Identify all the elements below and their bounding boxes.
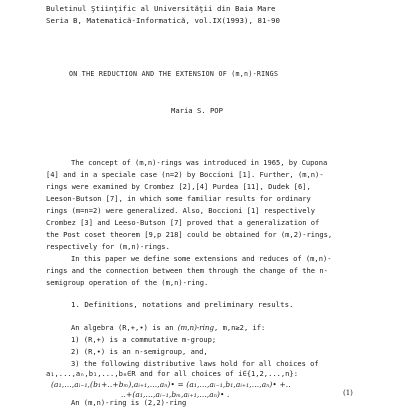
intro-p2-line: rings and the connection between them through the change of the n- [46,266,328,275]
distributive-law-line2: ..+(a₁,...,aᵢ₋₁,bₘ,aᵢ₊₁,...,aₙ)• . [121,390,230,399]
intro-p1-line: rings (m=n=2) were generalized. Also, Boccioni [1] respectively [46,206,316,215]
section-heading: 1. Definitions, notations and preliminary results. [71,300,294,309]
journal-header-line1: Buletinul Ştiinţific al Universităţii din Baia Mare [46,4,276,13]
intro-p1-line: the Post coset theorem [9,p 218] could be obtained for (m,2)-rings, [46,230,333,239]
definition-line [71,323,265,332]
condition-item: 1) (R,+) is a commutative m-group; [71,335,217,344]
intro-p1-line: respectively for (m,n)-rings. [46,242,170,251]
distributive-law-line1: (a₁,...,aᵢ₋₁,(b₁+..+bₘ),aᵢ₊₁,...,aₙ)• = (a₁,...,aᵢ₋₁,b₁,aᵢ₊₁,...,aₙ)• +.. [51,380,291,389]
intro-p1-line: rings were examined by Crombez [2],[4] Purdea [11], Dudek [6], [46,182,311,191]
definition-suffix: , m,n≥2, if: [214,323,266,332]
journal-header-line2: Seria B, Matematică-Informatică, vol.IX(1993), 81-90 [46,16,280,25]
cut-off-line: An (m,n)-ring is (2,2)-ring [71,398,187,407]
condition-item: 3) the following distributive laws hold for all choices of [71,359,319,368]
paper-title: ON THE REDUCTION AND THE EXTENSION OF (m,n)-RINGS [69,70,279,78]
equation-number: (1) [343,389,353,397]
definition-term: (m,n)-ring [177,323,215,332]
intro-p2-line: semigroup operation of the (m,n)-ring. [46,278,209,287]
condition-item: a₁,...,aₙ,b₁,...,bₘ∈R and for all choices of i∈{1,2,...,n}: [46,369,298,378]
intro-p1-line: Leeson-Butson [7], in which some familiar results for ordinary [46,194,311,203]
author-name: Maria S. POP [171,106,223,115]
condition-item: 2) (R,•) is an n-semigroup, and, [71,347,208,356]
intro-p2-line: In this paper we define some extensions and reduces of (m,n)- [71,254,332,263]
intro-p1-line: The concept of (m,n)-rings was introduced in 1965, by Cupona [71,158,328,167]
definition-prefix: An algebra (R,+,•) is an [71,323,178,332]
intro-p1-line: Crombez [3] and Leeso-Butson [7] proved that a generalization of [46,218,320,227]
intro-p1-line: [4] and in a speciale case (n=2) by Boccioni [1]. Further, (m,n)- [46,170,324,179]
